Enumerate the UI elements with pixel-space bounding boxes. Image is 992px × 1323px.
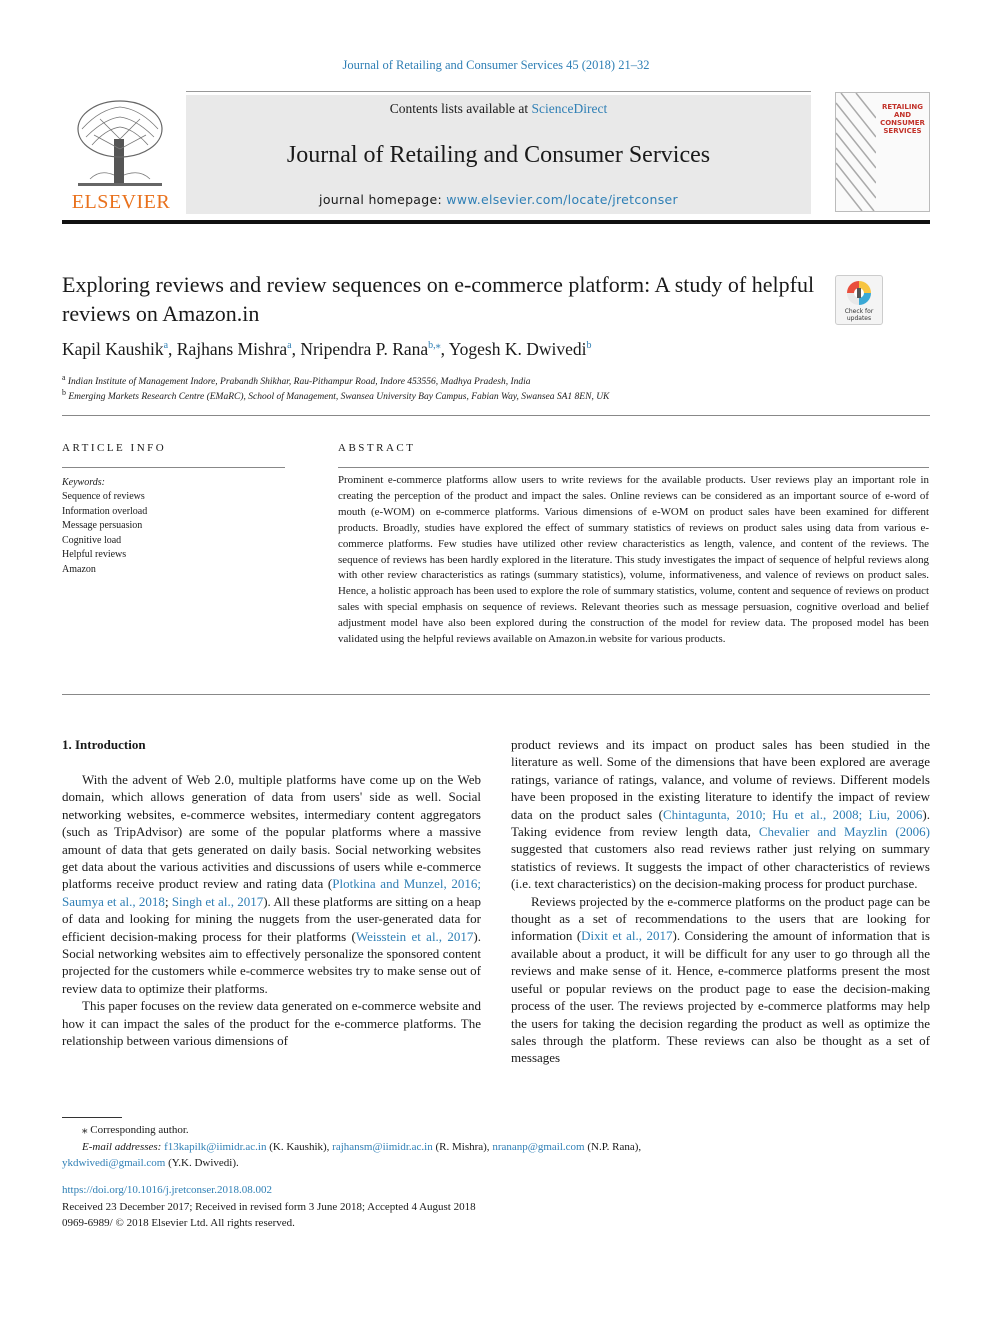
corresponding-author-note: ⁎ Corresponding author.: [82, 1124, 189, 1136]
citation-link[interactable]: Weisstein et al., 2017: [355, 928, 474, 944]
footnote-rule: [62, 1117, 122, 1118]
paragraph-text: product reviews and its impact on product sales has been studied in the literature as well. Some of the dimensions that have been explored are average ratings, variance of ratings, valance, and volume of reviews. Different models have been proposed in the existing literature to identify the impact of review data on the product sales (: [511, 737, 930, 822]
paragraph-text: ). All these platforms are sitting on a heap of data and looking for mining the nuggets from the user-generated data for efficient decision-making process for their platforms (: [62, 893, 481, 944]
paragraph-text: ). Taking evidence from review length data,: [511, 806, 930, 840]
article-title: Exploring reviews and review sequences on e-commerce platform: A study of helpful reviews on Amazon.in: [62, 272, 815, 326]
author-affiliation-mark[interactable]: b: [586, 340, 592, 352]
citation-link[interactable]: Chintagunta, 2010; Hu et al., 2008; Liu, 2006: [662, 806, 923, 822]
citation-link[interactable]: Dixit et al., 2017: [581, 928, 673, 944]
journal-header: [186, 95, 811, 214]
elsevier-tree-icon: [70, 99, 170, 191]
author-separator: ,: [291, 339, 301, 359]
affiliation-mark: a: [62, 373, 66, 382]
crossmark-label: Check for updates: [844, 308, 874, 322]
email-owner: (N.P. Rana),: [584, 1140, 642, 1153]
paragraph: [511, 893, 930, 1067]
author-name: Kapil Kaushik: [62, 339, 164, 359]
author-separator: ,: [440, 339, 449, 359]
section-heading-introduction: 1. Introduction: [62, 737, 146, 752]
crossmark-icon: [836, 276, 882, 310]
affiliation-mark: b: [62, 388, 66, 397]
citation-link[interactable]: Chevalier and Mayzlin (2006): [758, 824, 930, 840]
keyword: Message persuasion: [62, 520, 143, 531]
affiliation-text: Emerging Markets Research Centre (EMaRC), School of Management, Swansea University Bay Campus, Fabian Way, Swansea SA1 8EN, UK: [68, 392, 610, 403]
author-name: Nripendra P. Rana: [300, 339, 429, 359]
copyright: 0969-6989/ © 2018 Elsevier Ltd. All rights reserved.: [62, 1217, 295, 1229]
keywords-label: Keywords:: [62, 477, 105, 488]
abstract-heading: ABSTRACT: [338, 442, 416, 454]
divider: [62, 415, 930, 416]
homepage-line: [186, 192, 811, 207]
email-addresses-cont: [62, 1155, 930, 1172]
divider: [338, 467, 929, 468]
elsevier-logo[interactable]: [62, 95, 180, 215]
paragraph-text: With the advent of Web 2.0, multiple platforms have come up on the Web domain, which allows generation of data from users' side as well. Social networking websites, e-commerce websites, intermediary content aggregators (such as TripAdvisor) are some of the popular platforms where a massive amount of data that gets generated on daily basis. Social networking websites get data about the various activities and discussions of users while e-commerce platforms receive product review and rating data (: [62, 772, 481, 892]
author-affiliation-mark[interactable]: b,⁎: [428, 340, 441, 352]
citation-link[interactable]: Singh et al., 2017: [171, 893, 264, 909]
paragraph-text: ;: [164, 893, 172, 909]
body-left-column: [62, 771, 481, 1050]
paragraph: [511, 736, 930, 893]
cover-title: RETAILING AND CONSUMER SERVICES: [880, 103, 925, 135]
paragraph-text: ). Considering the amount of information that is available about a product, it will be difficult for any user to go through all the reviews and make sense of it. Hence, e-commerce platforms present the most useful or popular reviews on the product page to ease the decision-making process of the user. The reviews projected by e-commerce platforms may help the users for taking the decision regarding the product as well as optimize the sales through the platform. These reviews can also be thought as a set of messages: [511, 928, 930, 1066]
received-dates: Received 23 December 2017; Received in revised form 3 June 2018; Accepted 4 August 2018: [62, 1200, 476, 1213]
homepage-prefix: journal homepage:: [319, 192, 447, 207]
article-metadata: [62, 1182, 930, 1232]
author-separator: ,: [168, 339, 177, 359]
abstract-text: Prominent e-commerce platforms allow users to write reviews for the available products. User reviews play an important role in creating the perception of the product and impact the sales. Online reviews can be considered as an important source of e-word of mouth (e-WOM) on e-commerce platforms. Various dimensions of e-WOM on product sales have been examined for different products. Broadly, studies have explored the effect of summary statistics of reviews on product sales using data from various e-commerce platforms. Few studies have utilized other review characteristics as length, valence, and content of the reviews. The sequence of reviews has been hardly explored in the literature. This study investigates the impact of sequence of helpful reviews along with other review characteristics as ratings (summary statistics), volume, informativeness, and valence of reviews on product sales. Hence, a holistic approach has been used to explore the role of summary statistics, volume, content and sequence of reviews on product sales with special emphasis on sequence of reviews. Relevant theories such as message persuasion, cognitive overload and belief adjustment model have also been explored during the construction of the model for review data. The proposed model has been validated using the helpful reviews available on Amazon.in website for various products.: [338, 474, 929, 646]
journal-name: Journal of Retailing and Consumer Services: [286, 142, 711, 168]
affiliation: [62, 373, 531, 387]
homepage-link[interactable]: www.elsevier.com/locate/jretconser: [446, 192, 678, 207]
email-owner: (Y.K. Dwivedi).: [165, 1157, 239, 1169]
email-owner: (K. Kaushik),: [266, 1140, 333, 1153]
email-link[interactable]: ykdwivedi@gmail.com: [62, 1157, 166, 1169]
keyword: Cognitive load: [62, 534, 122, 546]
contents-prefix: Contents lists available at: [389, 101, 532, 116]
paragraph-text: Reviews projected by the e-commerce platforms on the product page can be thought as a set of recommendations to the users that are looking for information (: [511, 893, 930, 944]
divider: [62, 467, 285, 468]
affiliation-text: Indian Institute of Management Indore, Prabandh Shikhar, Rau-Pithampur Road, Indore 453556, Madhya Pradesh, India: [67, 377, 531, 388]
contents-line: [186, 101, 811, 117]
keyword: Helpful reviews: [62, 549, 127, 560]
email-link[interactable]: rajhansm@iimidr.ac.in: [332, 1140, 433, 1153]
email-link[interactable]: nrananp@gmail.com: [492, 1140, 585, 1153]
paragraph-text: This paper focuses on the review data generated on e-commerce website and how it can impact the sales of the product for the e-commerce platforms. The relationship between various dimensions of: [62, 998, 481, 1049]
email-owner: (R. Mishra),: [432, 1140, 493, 1153]
check-for-updates-button[interactable]: [835, 275, 883, 325]
keyword: Sequence of reviews: [62, 491, 145, 502]
author-list: [62, 339, 592, 360]
email-label: E-mail addresses:: [82, 1140, 162, 1153]
journal-cover-image[interactable]: [835, 92, 930, 212]
header-thick-rule: [62, 220, 930, 224]
paragraph-text: suggested that customers also read reviews rather just relying on summary statistics of reviews. It suggests the impact of other characteristics of reviews (i.e. text characteristics) on the decision-making process for product purchase.: [511, 841, 930, 892]
cover-pattern-icon: [836, 93, 876, 211]
sciencedirect-link[interactable]: ScienceDirect: [531, 101, 608, 116]
header-top-rule: [186, 91, 811, 92]
journal-citation[interactable]: Journal of Retailing and Consumer Services 45 (2018) 21–32: [342, 58, 650, 72]
elsevier-wordmark: ELSEVIER: [71, 191, 171, 213]
keyword: Information overload: [62, 505, 148, 517]
paragraph-text: ). Social networking websites aim to effectively personalize the sponsored content projected for the customers while e-commerce websites try to make sense out of review data to optimize their platforms.: [62, 928, 481, 996]
citation-link[interactable]: Plotkina and Munzel, 2016; Saumya et al., 2018: [62, 876, 482, 909]
author-name: Rajhans Mishra: [176, 339, 288, 359]
article-info-heading: ARTICLE INFO: [62, 442, 167, 454]
affiliation: [62, 388, 609, 402]
paragraph: [62, 997, 481, 1049]
email-addresses: [62, 1139, 930, 1156]
footnotes: [62, 1122, 930, 1172]
divider: [62, 694, 930, 695]
author-affiliation-mark[interactable]: a: [287, 340, 292, 352]
author-name: Yogesh K. Dwivedi: [448, 339, 587, 359]
paragraph: [62, 771, 481, 997]
email-link[interactable]: f13kapilk@iimidr.ac.in: [164, 1140, 267, 1153]
author-affiliation-mark[interactable]: a: [163, 340, 169, 352]
keyword: Amazon: [62, 563, 96, 575]
keyword-list: [62, 490, 147, 577]
doi-link[interactable]: https://doi.org/10.1016/j.jretconser.2018.08.002: [62, 1184, 273, 1196]
body-right-column: [511, 736, 930, 1067]
